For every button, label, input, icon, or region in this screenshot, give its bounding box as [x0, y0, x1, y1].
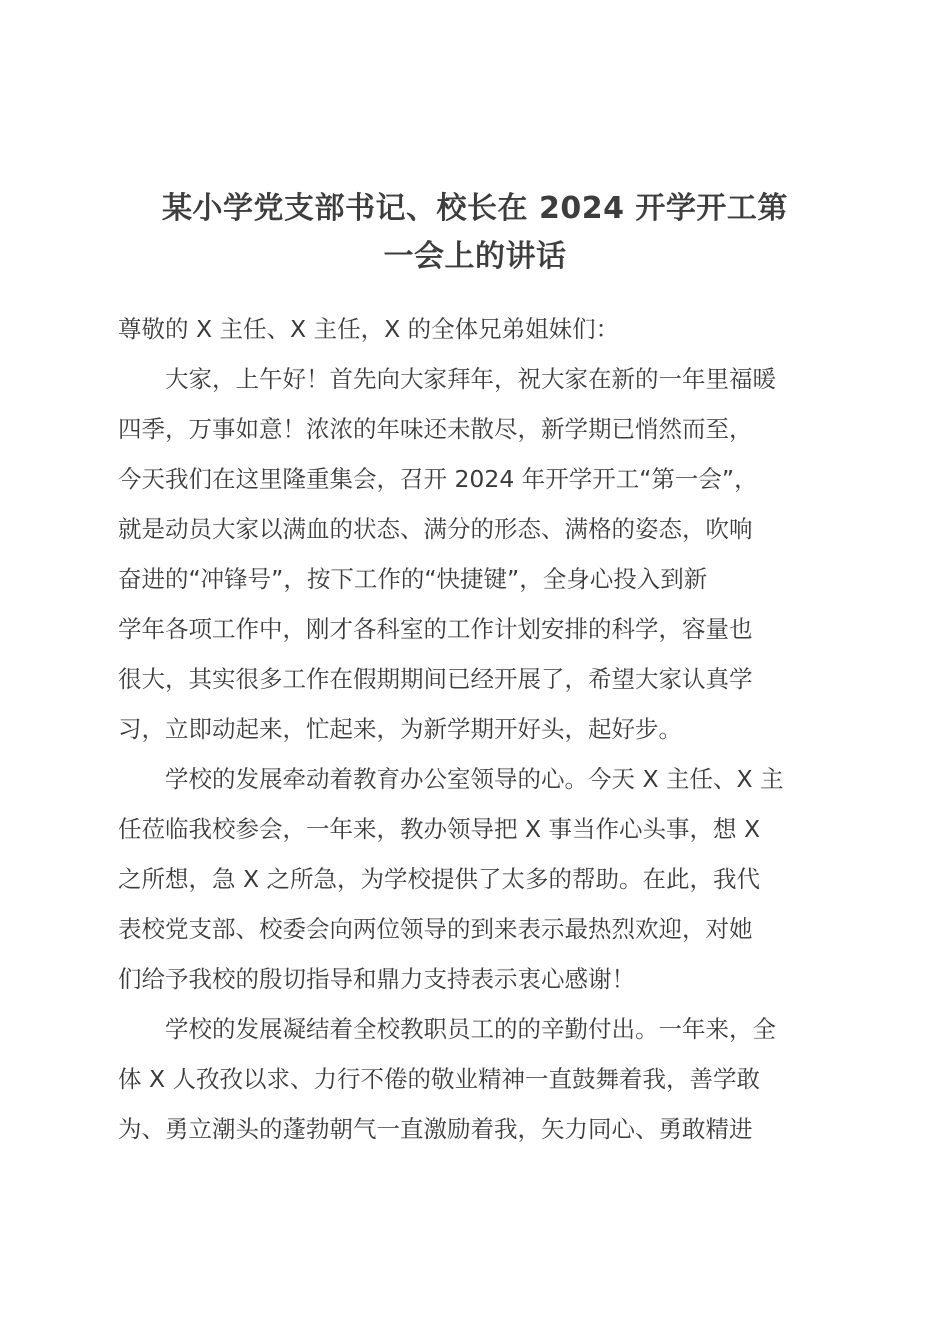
paragraph-line: 学年各项工作中，刚才各科室的工作计划安排的科学，容量也	[118, 615, 753, 643]
paragraph-2	[118, 754, 830, 1004]
document-title	[110, 185, 840, 281]
paragraph-line: 任莅临我校参会，一年来，教办领导把 X 事当作心头事，想 X	[118, 815, 761, 843]
paragraph-line: 奋进的“冲锋号”，按下工作的“快捷键”，全身心投入到新	[118, 565, 708, 593]
paragraph-line: 表校党支部、校委会向两位领导的到来表示最热烈欢迎，对她	[118, 915, 753, 943]
salutation: 尊敬的 X 主任、X 主任，X 的全体兄弟姐妹们：	[118, 315, 620, 343]
title-line-2: 一会上的讲话	[383, 239, 567, 274]
paragraph-line: 学校的发展凝结着全校教职员工的的辛勤付出。一年来，全	[165, 1015, 776, 1043]
paragraph-line: 学校的发展牵动着教育办公室领导的心。今天 X 主任、X 主	[165, 765, 784, 793]
paragraph-line: 习，立即动起来，忙起来，为新学期开好头，起好步。	[118, 715, 682, 743]
paragraph-3	[118, 1004, 830, 1154]
title-line-1: 某小学党支部书记、校长在 2024 开学开工第	[162, 191, 788, 226]
paragraph-line: 们给予我校的殷切指导和鼎力支持表示衷心感谢！	[118, 965, 635, 993]
paragraph-line: 大家，上午好！首先向大家拜年，祝大家在新的一年里福暖	[165, 365, 776, 393]
paragraph-line: 为、勇立潮头的蓬勃朝气一直激励着我，矢力同心、勇敢精进	[118, 1115, 753, 1143]
paragraph-line: 很大，其实很多工作在假期期间已经开展了，希望大家认真学	[118, 665, 753, 693]
document-body	[118, 304, 830, 1154]
paragraph-line: 今天我们在这里隆重集会，召开 2024 年开学开工“第一会”，	[118, 465, 758, 493]
paragraph-line: 四季，万事如意！浓浓的年味还未散尽，新学期已悄然而至，	[118, 415, 753, 443]
paragraph-line: 体 X 人孜孜以求、力行不倦的敬业精神一直鼓舞着我，善学敢	[118, 1065, 761, 1093]
paragraph-1	[118, 354, 830, 754]
paragraph-line: 之所想，急 X 之所急，为学校提供了太多的帮助。在此，我代	[118, 865, 761, 893]
paragraph-line: 就是动员大家以满血的状态、满分的形态、满格的姿态，吹响	[118, 515, 753, 543]
